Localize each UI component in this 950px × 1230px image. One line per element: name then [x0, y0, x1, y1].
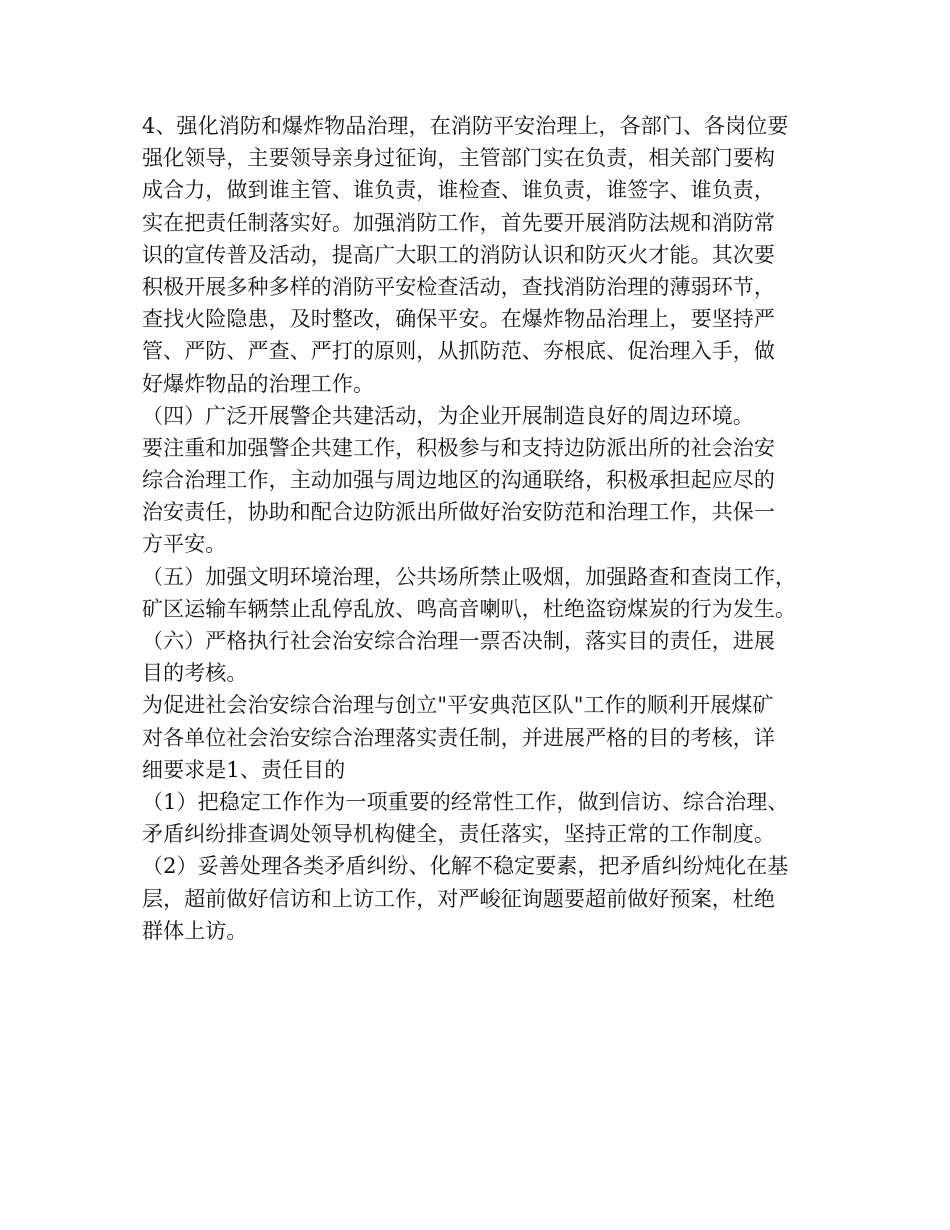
text-line: 识的宣传普及活动，提高广大职工的消防认识和防灭火才能。其次要: [142, 242, 775, 267]
text-line: 管、严防、严查、严打的原则，从抓防范、夯根底、促治理入手，做: [142, 339, 775, 364]
text-line: 积极开展多种多样的消防平安检查活动，查找消防治理的薄弱环节，: [142, 274, 775, 299]
text-line: 好爆炸物品的治理工作。: [142, 371, 375, 396]
text-line: 群体上访。: [142, 918, 248, 943]
text-line: 细要求是1、责任目的: [142, 757, 346, 782]
text-line: 层，超前做好信访和上访工作，对严峻征询题要超前做好预案，杜绝: [142, 886, 775, 911]
section-heading: （五）加强文明环境治理，公共场所禁止吸烟，加强路查和查岗工作，: [142, 564, 797, 589]
text-line: 治安责任，协助和配合边防派出所做好治安防范和治理工作，共保一: [142, 500, 775, 525]
list-item: （2）妥善处理各类矛盾纠纷、化解不稳定要素，把矛盾纠纷炖化在基: [142, 854, 789, 879]
text-line: 为促进社会治安综合治理与创立"平安典范区队"工作的顺利开展煤矿: [142, 693, 774, 718]
text-line: 强化领导，主要领导亲身过征询，主管部门实在负责，相关部门要构: [142, 146, 775, 171]
text-line: 矿区运输车辆禁止乱停乱放、鸣高音喇叭，杜绝盗窃煤炭的行为发生。: [142, 596, 797, 621]
text-line: 成合力，做到谁主管、谁负责，谁检查、谁负责，谁签字、谁负责，: [142, 178, 775, 203]
text-line: 目的考核。: [142, 661, 248, 686]
text-line: 矛盾纠纷排查调处领导机构健全，责任落实，坚持正常的工作制度。: [142, 822, 775, 847]
text-line: 实在把责任制落实好。加强消防工作，首先要开展消防法规和消防常: [142, 210, 775, 235]
section-heading: （六）严格执行社会治安综合治理一票否决制，落实目的责任，进展: [142, 629, 775, 653]
text-line: 综合治理工作，主动加强与周边地区的沟通联络，积极承担起应尽的: [142, 468, 775, 493]
text-line: 查找火险隐患，及时整改，确保平安。在爆炸物品治理上，要坚持严: [142, 307, 775, 332]
list-item: （1）把稳定工作作为一项重要的经常性工作，做到信访、综合治理、: [142, 789, 789, 814]
text-line: 4、强化消防和爆炸物品治理，在消防平安治理上，各部门、各岗位要: [142, 114, 789, 138]
text-line: 方平安。: [142, 532, 227, 557]
text-line: 对各单位社会治安综合治理落实责任制，并进展严格的目的考核，详: [142, 725, 775, 750]
section-heading: （四）广泛开展警企共建活动，为企业开展制造良好的周边环境。: [142, 403, 754, 428]
document-body: [142, 110, 822, 947]
text-line: 要注重和加强警企共建工作，积极参与和支持边防派出所的社会治安: [142, 435, 775, 460]
